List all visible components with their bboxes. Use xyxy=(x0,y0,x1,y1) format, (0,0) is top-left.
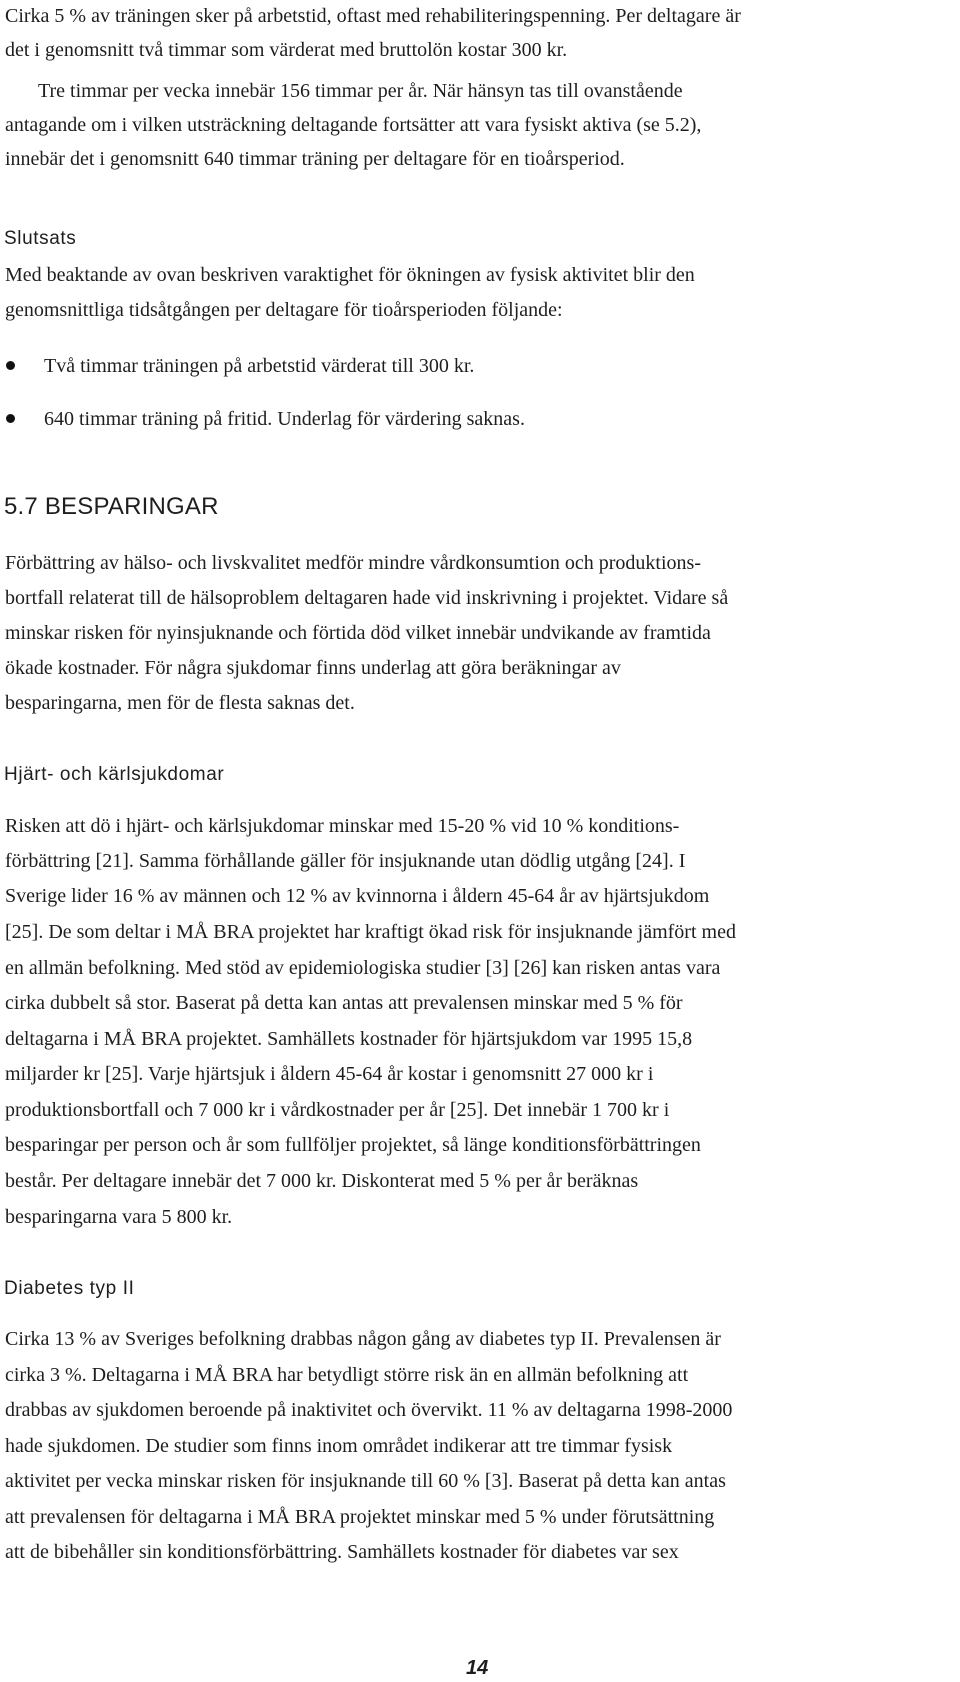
text-line: antagande om i vilken utsträckning deltagande fortsätter att vara fysiskt aktiva (se 5.2), xyxy=(5,114,702,136)
text-line: besparingarna vara 5 800 kr. xyxy=(5,1206,233,1228)
bullet-icon xyxy=(6,361,15,370)
text-line: Förbättring av hälso- och livskvalitet medför mindre vårdkonsumtion och produktions- xyxy=(5,552,701,574)
text-line: hade sjukdomen. De studier som finns inom området indikerar att tre timmar fysisk xyxy=(5,1435,673,1457)
text-line: Cirka 5 % av träningen sker på arbetstid, oftast med rehabiliteringspenning. Per deltagare är xyxy=(5,5,741,27)
bullet-icon xyxy=(6,414,15,423)
text-line: en allmän befolkning. Med stöd av epidemiologiska studier [3] [26] kan risken antas vara xyxy=(5,957,721,979)
text-line: Risken att dö i hjärt- och kärlsjukdomar minskar med 15-20 % vid 10 % konditions- xyxy=(5,815,680,837)
text-line: förbättring [21]. Samma förhållande gäller för insjuknande utan dödlig utgång [24]. I xyxy=(5,850,686,872)
text-line: aktivitet per vecka minskar risken för insjuknande till 60 % [3]. Baserat på detta kan antas xyxy=(5,1470,726,1492)
text-line: innebär det i genomsnitt 640 timmar träning per deltagare för en tioårsperiod. xyxy=(5,148,625,170)
text-line: det i genomsnitt två timmar som värderat med bruttolön kostar 300 kr. xyxy=(5,39,568,61)
text-line: cirka 3 %. Deltagarna i MÅ BRA har betydligt större risk än en allmän befolkning att xyxy=(5,1364,689,1386)
text-line: miljarder kr [25]. Varje hjärtsjuk i åldern 45-64 år kostar i genomsnitt 27 000 kr i xyxy=(5,1063,654,1085)
text-line: besparingar per person och år som fullföljer projektet, så länge konditionsförbättringen xyxy=(5,1134,701,1156)
text-line: att prevalensen för deltagarna i MÅ BRA projektet minskar med 5 % under förutsättning xyxy=(5,1506,715,1528)
text-line: [25]. De som deltar i MÅ BRA projektet har kraftigt ökad risk för insjuknande jämfört med xyxy=(5,921,736,943)
text-line: Med beaktande av ovan beskriven varaktighet för ökningen av fysisk aktivitet blir den xyxy=(5,264,695,286)
section-heading: Diabetes typ II xyxy=(4,1278,135,1299)
text-line: deltagarna i MÅ BRA projektet. Samhällets kostnader för hjärtsjukdom var 1995 15,8 xyxy=(5,1028,693,1050)
text-line: Sverige lider 16 % av männen och 12 % av kvinnorna i åldern 45-64 år av hjärtsjukdom xyxy=(5,885,710,907)
text-line: minskar risken för nyinsjuknande och förtida död vilket innebär undvikande av framtida xyxy=(5,622,711,644)
text-line: genomsnittliga tidsåtgången per deltagare för tioårsperioden följande: xyxy=(5,299,563,321)
text-line: ökade kostnader. För några sjukdomar finns underlag att göra beräkningar av xyxy=(5,657,621,679)
section-heading: 5.7 BESPARINGAR xyxy=(4,493,219,520)
text-line: att de bibehåller sin konditionsförbättring. Samhällets kostnader för diabetes var sex xyxy=(5,1541,679,1563)
text-line: består. Per deltagare innebär det 7 000 kr. Diskonterat med 5 % per år beräknas xyxy=(5,1170,639,1192)
list-item: Två timmar träningen på arbetstid värderat till 300 kr. xyxy=(44,355,475,377)
section-heading: Hjärt- och kärlsjukdomar xyxy=(4,764,225,785)
text-line: Cirka 13 % av Sveriges befolkning drabbas någon gång av diabetes typ II. Prevalensen är xyxy=(5,1328,721,1350)
text-line: bortfall relaterat till de hälsoproblem deltagaren hade vid inskrivning i projektet. Vidare så xyxy=(5,587,729,609)
page-number: 14 xyxy=(466,1657,489,1679)
text-line: cirka dubbelt så stor. Baserat på detta kan antas att prevalensen minskar med 5 % för xyxy=(5,992,683,1014)
text-line: drabbas av sjukdomen beroende på inaktivitet och övervikt. 11 % av deltagarna 1998-2000 xyxy=(5,1399,733,1421)
section-heading: Slutsats xyxy=(4,228,77,249)
text-line: produktionsbortfall och 7 000 kr i vårdkostnader per år [25]. Det innebär 1 700 kr i xyxy=(5,1099,670,1121)
list-item: 640 timmar träning på fritid. Underlag för värdering saknas. xyxy=(44,408,525,430)
text-line: besparingarna, men för de flesta saknas det. xyxy=(5,692,355,714)
text-line: Tre timmar per vecka innebär 156 timmar per år. När hänsyn tas till ovanstående xyxy=(38,80,683,102)
